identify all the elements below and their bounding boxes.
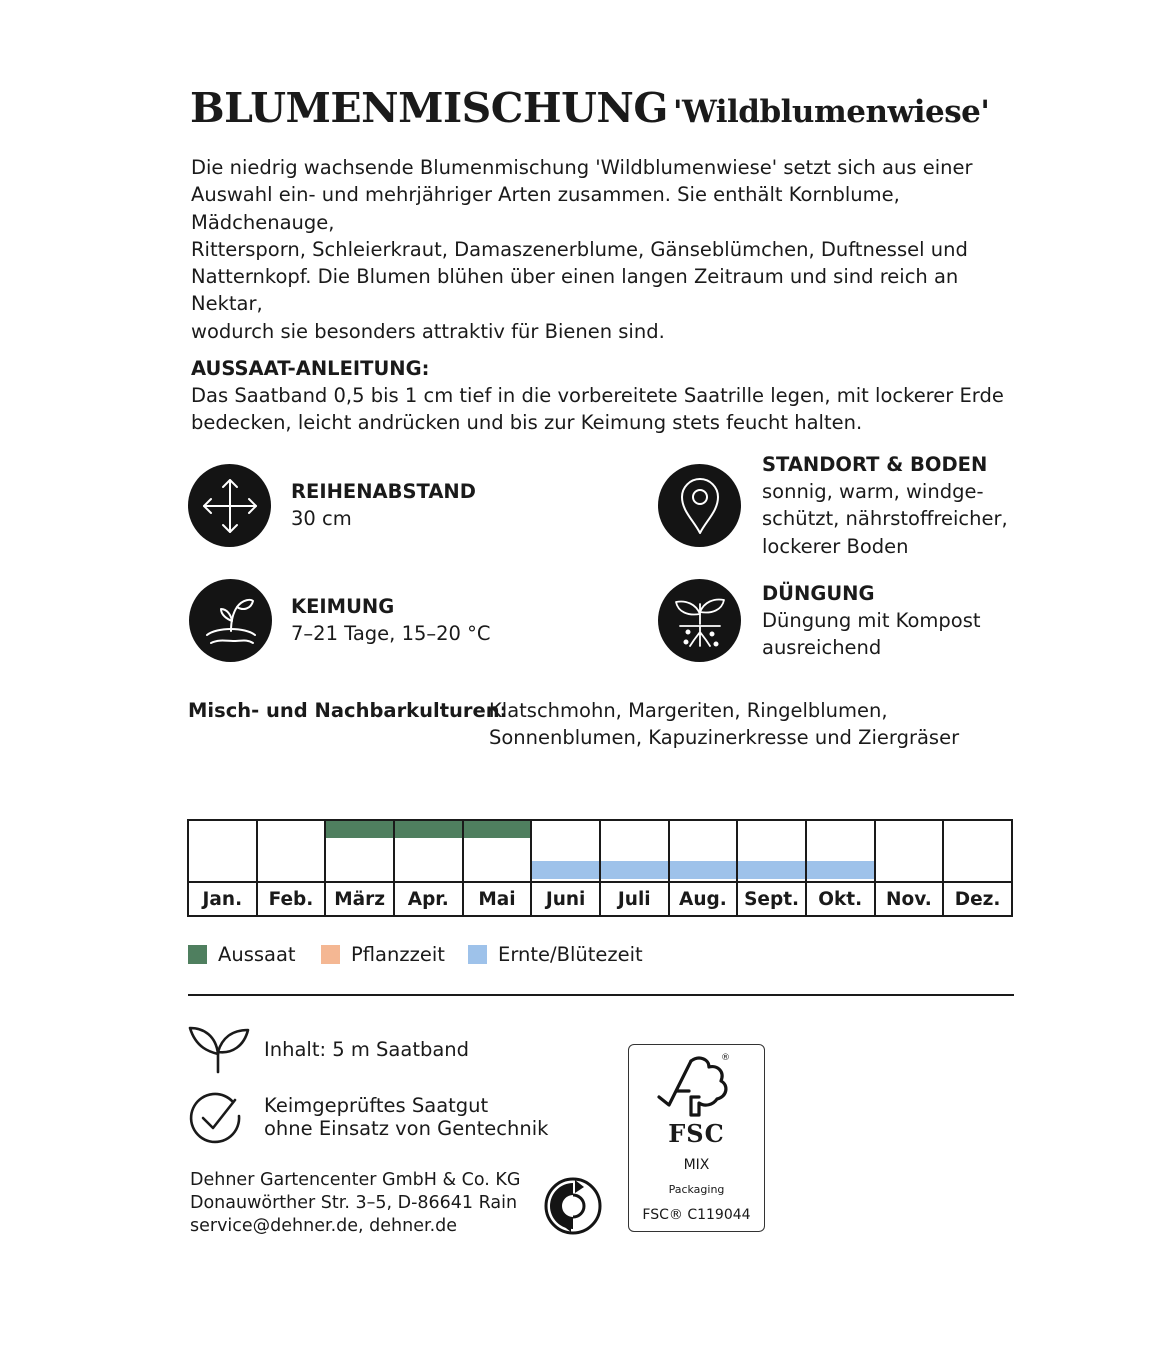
legend-swatch <box>188 945 207 964</box>
fsc-packaging: Packaging <box>668 1183 725 1196</box>
sowing-bar <box>876 821 943 838</box>
month-cell <box>257 820 326 882</box>
month-label: Nov. <box>875 882 944 916</box>
month-label: Jan. <box>188 882 257 916</box>
fsc-mix: MIX <box>683 1157 710 1173</box>
row-spacing-block <box>291 478 476 532</box>
month-label: Feb. <box>257 882 326 916</box>
arrows-cross-icon <box>188 464 271 547</box>
sowing-instructions <box>191 355 1031 437</box>
sprout-icon <box>189 579 272 662</box>
legend-label: Aussaat <box>218 943 296 966</box>
legend-label: Pflanzzeit <box>351 943 445 966</box>
location-line: schützt, nährstoffreicher, <box>762 507 1008 531</box>
sowing-line: bedecken, leicht andrücken und bis zur Keimung stets feucht halten. <box>191 411 863 435</box>
month-label: Juni <box>531 882 600 916</box>
calendar-bars-row <box>188 820 1012 882</box>
sowing-bar <box>944 821 1011 838</box>
fsc-label <box>628 1044 765 1232</box>
sowing-bar <box>326 821 393 838</box>
intro-line: Auswahl ein- und mehrjähriger Arten zusammen. Sie enthält Kornblume, Mädchenauge, <box>191 183 900 234</box>
harvest-bar <box>807 861 874 879</box>
fsc-code: FSC® C119044 <box>642 1207 751 1223</box>
month-label: Mai <box>463 882 532 916</box>
company-name: Dehner Gartencenter GmbH & Co. KG <box>190 1170 521 1190</box>
sowing-bar <box>189 821 256 838</box>
location-line: lockerer Boden <box>762 534 909 558</box>
content-text: Inhalt: 5 m Saatband <box>264 1038 470 1061</box>
month-label: Sept. <box>737 882 806 916</box>
title-main: BLUMENMISCHUNG <box>190 84 668 132</box>
fsc-name: FSC <box>668 1119 725 1148</box>
month-cell <box>600 820 669 882</box>
leaves-icon <box>186 1022 252 1078</box>
germination-value: 7–21 Tage, 15–20 °C <box>291 622 491 645</box>
intro-line: wodurch sie besonders attraktiv für Bienen sind. <box>191 319 665 343</box>
sowing-bar <box>738 821 805 838</box>
month-cell <box>325 820 394 882</box>
companion-list <box>489 697 959 752</box>
harvest-bar <box>738 861 805 879</box>
sowing-bar <box>395 821 462 838</box>
intro-line: Natternkopf. Die Blumen blühen über einen langen Zeitraum und sind reich an Nektar, <box>191 265 959 316</box>
germination-title: KEIMUNG <box>291 595 395 618</box>
fertilizing-line: Düngung mit Kompost <box>762 609 981 632</box>
germination-block <box>291 593 491 647</box>
month-cell <box>669 820 738 882</box>
harvest-bar <box>189 861 256 879</box>
harvest-bar <box>944 861 1011 879</box>
product-title <box>190 84 989 132</box>
sowing-bar <box>807 821 874 838</box>
calendar-labels-row <box>188 882 1012 916</box>
sowing-bar <box>601 821 668 838</box>
sowing-heading: AUSSAAT-ANLEITUNG: <box>191 357 430 380</box>
month-label: Dez. <box>943 882 1012 916</box>
sowing-line: Das Saatband 0,5 bis 1 cm tief in die vorbereitete Saatrille legen, mit lockerer Erde <box>191 384 1004 407</box>
location-block <box>762 451 1008 560</box>
intro-line: Die niedrig wachsende Blumenmischung 'Wildblumenwiese' setzt sich aus einer <box>191 156 973 179</box>
month-cell <box>463 820 532 882</box>
row-spacing-title: REIHENABSTAND <box>291 480 476 503</box>
seed-quality-text <box>264 1094 548 1140</box>
harvest-bar <box>532 861 599 879</box>
seed-line: ohne Einsatz von Gentechnik <box>264 1117 549 1140</box>
month-cell <box>394 820 463 882</box>
fertilizing-line: ausreichend <box>762 636 882 660</box>
harvest-bar <box>876 861 943 879</box>
harvest-bar <box>258 861 325 879</box>
companion-line: Sonnenblumen, Kapuzinerkresse und Ziergräser <box>489 726 960 750</box>
month-cell <box>806 820 875 882</box>
companion-line: Klatschmohn, Margeriten, Ringelblumen, <box>489 699 888 722</box>
intro-line: Rittersporn, Schleierkraut, Damaszenerblume, Gänseblümchen, Duftnessel und <box>191 237 968 261</box>
legend-swatch <box>468 945 487 964</box>
harvest-bar <box>395 861 462 879</box>
month-label: Juli <box>600 882 669 916</box>
location-line: sonnig, warm, windge- <box>762 480 984 503</box>
fsc-registered: ® <box>721 1053 730 1063</box>
month-cell <box>531 820 600 882</box>
sowing-bar <box>670 821 737 838</box>
harvest-bar <box>464 861 531 879</box>
harvest-bar <box>326 861 393 879</box>
harvest-bar <box>601 861 668 879</box>
row-spacing-value: 30 cm <box>291 507 352 530</box>
divider <box>188 994 1014 996</box>
company-address <box>190 1169 520 1238</box>
month-label: Aug. <box>669 882 738 916</box>
company-contact: service@dehner.de, dehner.de <box>190 1216 458 1236</box>
title-variety: 'Wildblumenwiese' <box>672 94 990 130</box>
month-label: Apr. <box>394 882 463 916</box>
sowing-calendar <box>187 819 1013 917</box>
plant-roots-icon <box>658 579 741 662</box>
company-street: Donauwörther Str. 3–5, D-86641 Rain <box>190 1193 518 1213</box>
month-cell <box>875 820 944 882</box>
legend-swatch <box>321 945 340 964</box>
green-dot-icon <box>544 1177 602 1239</box>
legend-label: Ernte/Blütezeit <box>498 943 643 966</box>
sowing-bar <box>258 821 325 838</box>
seed-line: Keimgeprüftes Saatgut <box>264 1094 489 1117</box>
fertilizing-title: DÜNGUNG <box>762 582 875 605</box>
month-cell <box>737 820 806 882</box>
location-title: STANDORT & BODEN <box>762 453 988 476</box>
month-cell <box>943 820 1012 882</box>
month-label: Okt. <box>806 882 875 916</box>
fertilizing-block <box>762 580 981 662</box>
legend-sowing <box>188 943 296 966</box>
intro-paragraph <box>191 154 1031 345</box>
harvest-bar <box>670 861 737 879</box>
map-pin-icon <box>658 464 741 547</box>
legend-planting <box>321 943 445 966</box>
companion-label: Misch- und Nachbarkulturen: <box>188 699 508 722</box>
month-cell <box>188 820 257 882</box>
legend-harvest <box>468 943 643 966</box>
sowing-bar <box>464 821 531 838</box>
month-label: März <box>325 882 394 916</box>
checkmark-circle-icon <box>187 1090 243 1150</box>
sowing-bar <box>532 821 599 838</box>
fsc-tree-icon <box>655 1053 737 1127</box>
